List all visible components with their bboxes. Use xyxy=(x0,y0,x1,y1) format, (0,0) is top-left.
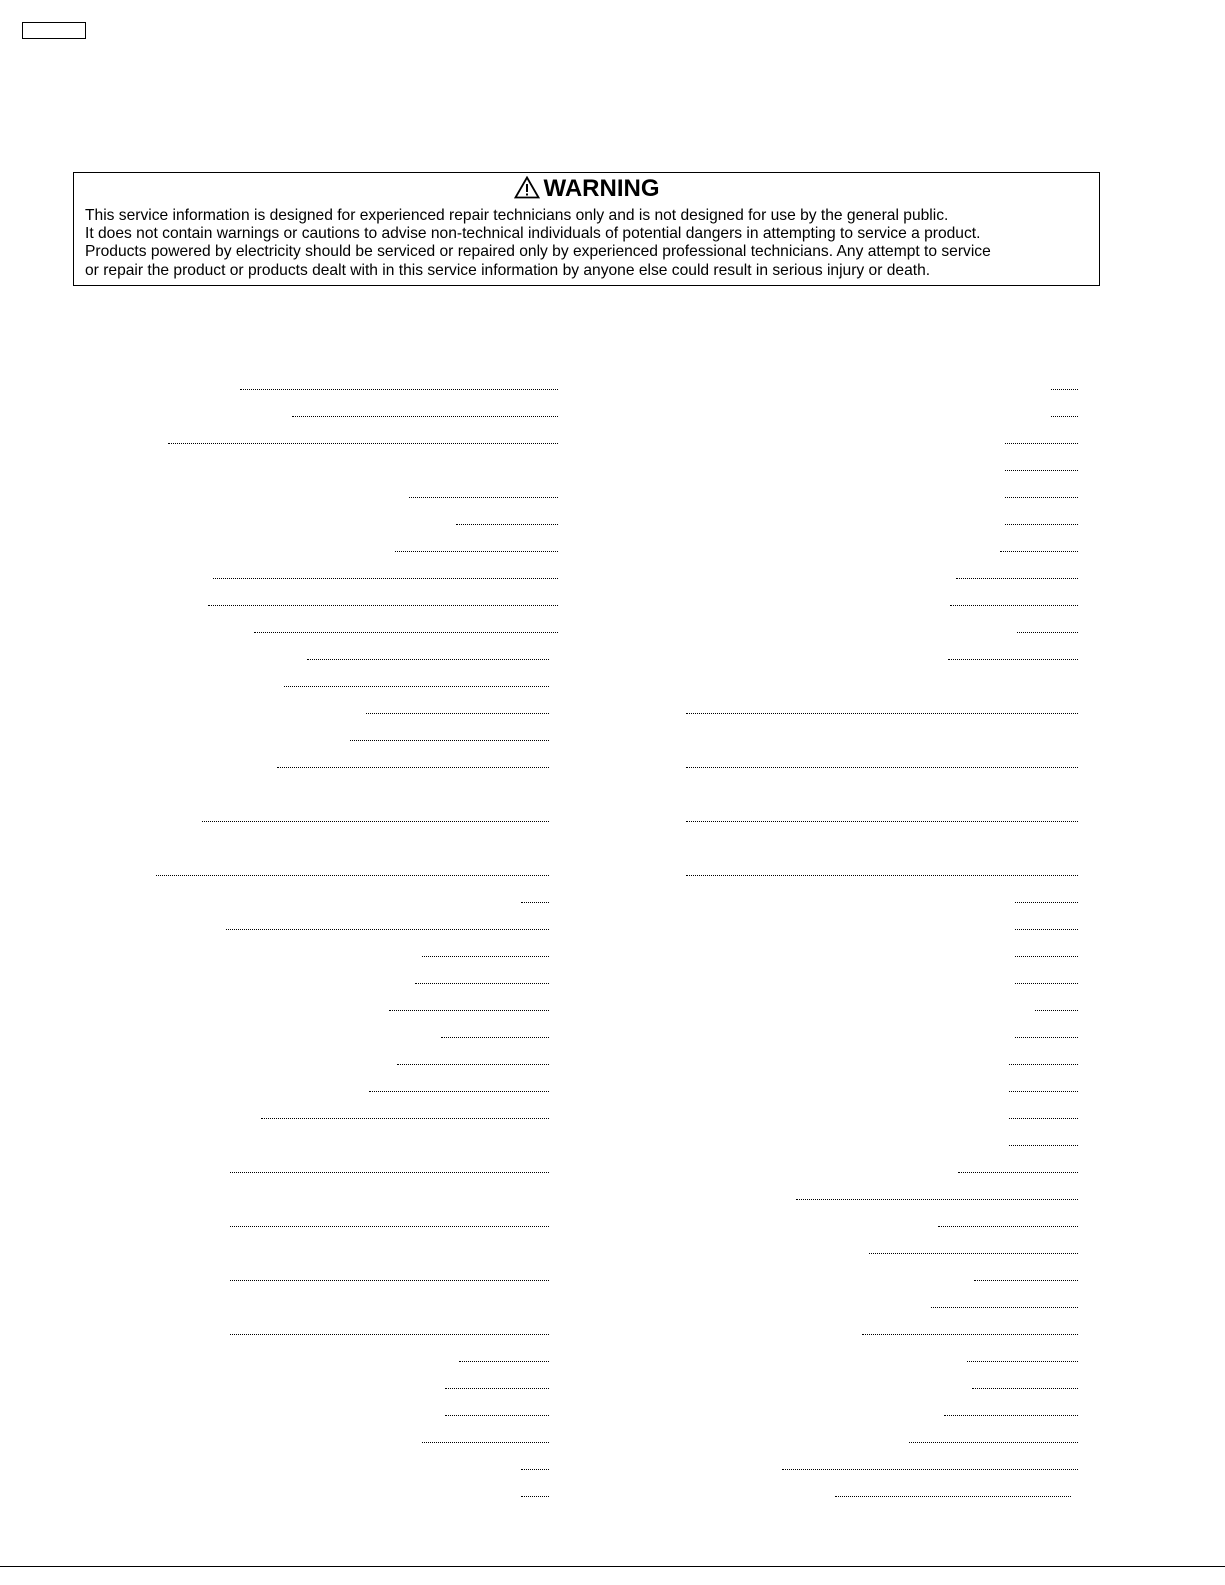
header-label-box xyxy=(22,22,86,39)
toc-dot-leader xyxy=(230,1172,549,1173)
warning-line: Products powered by electricity should be serviced or repaired only by experienced professional technicians. Any attempt to service xyxy=(85,243,991,261)
toc-dot-leader xyxy=(782,1469,1078,1470)
toc-dot-leader xyxy=(156,875,549,876)
toc-dot-leader xyxy=(1015,956,1078,957)
toc-dot-leader xyxy=(226,929,549,930)
toc-dot-leader xyxy=(944,1415,1078,1416)
toc-dot-leader xyxy=(230,1334,549,1335)
toc-dot-leader xyxy=(1009,1145,1078,1146)
toc-dot-leader xyxy=(261,1118,549,1119)
toc-dot-leader xyxy=(456,524,558,525)
toc-dot-leader xyxy=(1015,1037,1078,1038)
toc-dot-leader xyxy=(277,767,549,768)
toc-dot-leader xyxy=(240,389,558,390)
toc-dot-leader xyxy=(1000,551,1078,552)
warning-line: This service information is designed for experienced repair technicians only and is not designed for use by the general public. xyxy=(85,207,949,224)
toc-dot-leader xyxy=(1015,929,1078,930)
toc-dot-leader xyxy=(1017,632,1078,633)
toc-dot-leader xyxy=(1009,1064,1078,1065)
toc-dot-leader xyxy=(230,1280,549,1281)
warning-body xyxy=(85,207,1089,280)
toc-dot-leader xyxy=(521,902,549,903)
warning-notice xyxy=(73,172,1100,286)
toc-dot-leader xyxy=(974,1280,1078,1281)
toc-dot-leader xyxy=(686,767,1078,768)
toc-dot-leader xyxy=(213,578,558,579)
toc-dot-leader xyxy=(1009,1118,1078,1119)
toc-dot-leader xyxy=(422,1442,549,1443)
toc-dot-leader xyxy=(972,1388,1078,1389)
toc-dot-leader xyxy=(862,1334,1078,1335)
toc-dot-leader xyxy=(1015,983,1078,984)
toc-dot-leader xyxy=(958,1172,1078,1173)
toc-dot-leader xyxy=(909,1442,1078,1443)
warning-triangle-icon xyxy=(514,176,540,199)
toc-dot-leader xyxy=(369,1091,549,1092)
toc-dot-leader xyxy=(415,983,549,984)
toc-dot-leader xyxy=(1035,1010,1078,1011)
toc-dot-leader xyxy=(948,659,1078,660)
toc-dot-leader xyxy=(1051,416,1078,417)
toc-dot-leader xyxy=(686,875,1078,876)
footer-rule xyxy=(0,1566,1225,1567)
toc-dot-leader xyxy=(350,740,549,741)
toc-dot-leader xyxy=(869,1253,1078,1254)
toc-dot-leader xyxy=(230,1226,549,1227)
toc-dot-leader xyxy=(422,956,549,957)
toc-dot-leader xyxy=(1051,389,1078,390)
toc-dot-leader xyxy=(835,1496,1071,1497)
toc-dot-leader xyxy=(284,686,549,687)
toc-dot-leader xyxy=(459,1361,549,1362)
warning-line: It does not contain warnings or cautions to advise non-technical individuals of potential dangers in attempting to service a product. xyxy=(85,225,981,243)
toc-dot-leader xyxy=(254,632,558,633)
toc-dot-leader xyxy=(445,1388,549,1389)
toc-dot-leader xyxy=(445,1415,549,1416)
warning-title xyxy=(74,175,1099,203)
toc-dot-leader xyxy=(441,1037,549,1038)
toc-dot-leader xyxy=(366,713,549,714)
toc-dot-leader xyxy=(1009,1091,1078,1092)
toc-dot-leader xyxy=(1015,902,1078,903)
toc-dot-leader xyxy=(967,1361,1078,1362)
toc-dot-leader xyxy=(389,1010,549,1011)
toc-dot-leader xyxy=(292,416,558,417)
toc-dot-leader xyxy=(1005,470,1078,471)
toc-dot-leader xyxy=(938,1226,1078,1227)
toc-dot-leader xyxy=(686,821,1078,822)
toc-dot-leader xyxy=(950,605,1078,606)
toc-dot-leader xyxy=(1005,524,1078,525)
toc-dot-leader xyxy=(409,497,558,498)
toc-dot-leader xyxy=(208,605,558,606)
toc-dot-leader xyxy=(686,713,1078,714)
toc-dot-leader xyxy=(521,1469,549,1470)
warning-line: or repair the product or products dealt with in this service information by anyone else could result in serious injury or death. xyxy=(85,261,931,279)
toc-dot-leader xyxy=(397,1064,549,1065)
toc-dot-leader xyxy=(1005,497,1078,498)
toc-dot-leader xyxy=(931,1307,1078,1308)
toc-dot-leader xyxy=(796,1199,1078,1200)
toc-dot-leader xyxy=(168,443,558,444)
warning-title-text: WARNING xyxy=(543,175,660,202)
toc-dot-leader xyxy=(521,1496,549,1497)
toc-dot-leader xyxy=(956,578,1078,579)
toc-dot-leader xyxy=(1005,443,1078,444)
toc-dot-leader xyxy=(202,821,549,822)
toc-dot-leader xyxy=(395,551,558,552)
toc-dot-leader xyxy=(307,659,549,660)
